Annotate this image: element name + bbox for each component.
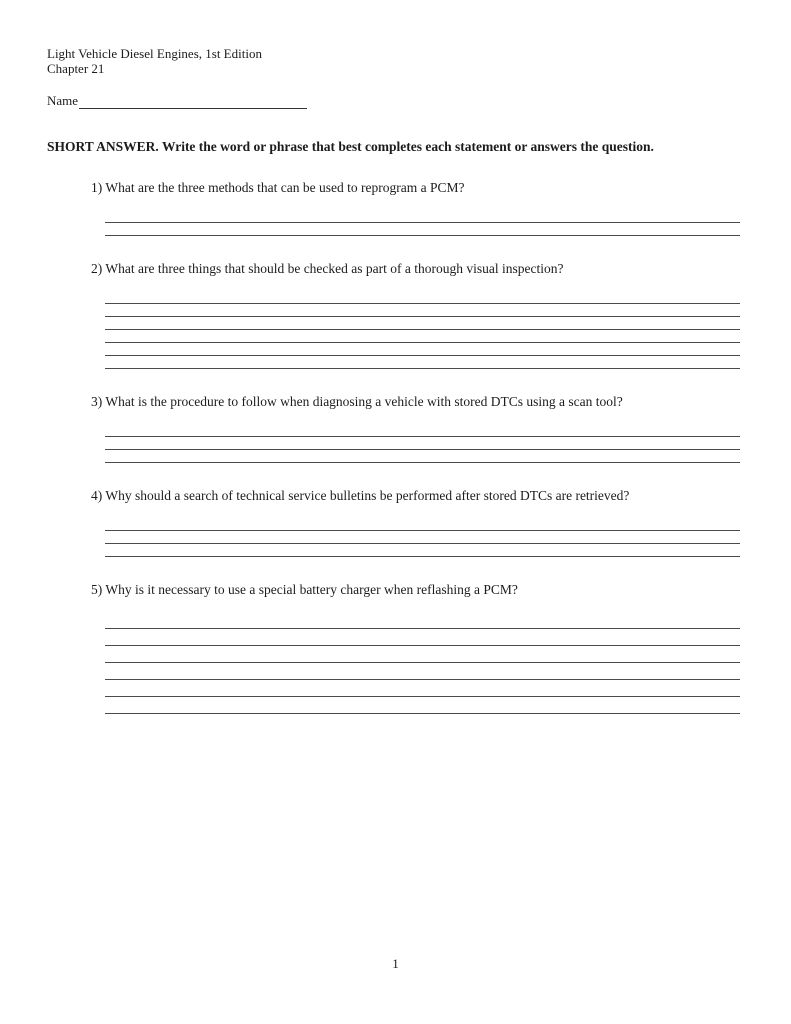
answer-lines <box>47 612 740 714</box>
answer-lines <box>47 424 740 463</box>
name-row <box>47 93 740 109</box>
document-title: Light Vehicle Diesel Engines, 1st Edition <box>47 46 262 61</box>
question-text: 4) Why should a search of technical service bulletins be performed after stored DTCs are retrieved? <box>91 487 630 503</box>
answer-line <box>105 612 740 629</box>
answer-line <box>105 646 740 663</box>
answer-line <box>105 544 740 557</box>
page-number: 1 <box>392 956 399 971</box>
answer-line <box>105 680 740 697</box>
question-block <box>47 261 740 369</box>
answer-line <box>105 518 740 531</box>
questions <box>47 180 740 714</box>
question-text: 5) Why is it necessary to use a special battery charger when reflashing a PCM? <box>91 581 518 597</box>
answer-line <box>105 210 740 223</box>
answer-line <box>105 629 740 646</box>
answer-line <box>105 697 740 714</box>
document-header <box>47 46 740 77</box>
answer-lines <box>47 291 740 369</box>
answer-line <box>105 437 740 450</box>
answer-line <box>105 304 740 317</box>
chapter-label: Chapter 21 <box>47 61 105 77</box>
answer-lines <box>47 518 740 557</box>
answer-line <box>105 531 740 544</box>
question-text: 2) What are three things that should be checked as part of a thorough visual inspection? <box>91 260 564 276</box>
answer-line <box>105 663 740 680</box>
answer-line <box>105 317 740 330</box>
answer-lines <box>47 210 740 236</box>
name-blank-line <box>79 95 307 109</box>
answer-line <box>105 330 740 343</box>
answer-line <box>105 343 740 356</box>
answer-line <box>105 450 740 463</box>
question-text: 1) What are the three methods that can be used to reprogram a PCM? <box>91 179 465 195</box>
question-block <box>47 488 740 557</box>
answer-line <box>105 223 740 236</box>
answer-line <box>105 291 740 304</box>
section-instructions: SHORT ANSWER. Write the word or phrase that best completes each statement or answers the question. <box>47 138 654 154</box>
question-block <box>47 394 740 463</box>
name-label: Name <box>47 92 79 108</box>
answer-line <box>105 424 740 437</box>
question-block <box>47 582 740 714</box>
question-text: 3) What is the procedure to follow when diagnosing a vehicle with stored DTCs using a scan tool? <box>91 393 623 409</box>
question-block <box>47 180 740 236</box>
answer-line <box>105 356 740 369</box>
